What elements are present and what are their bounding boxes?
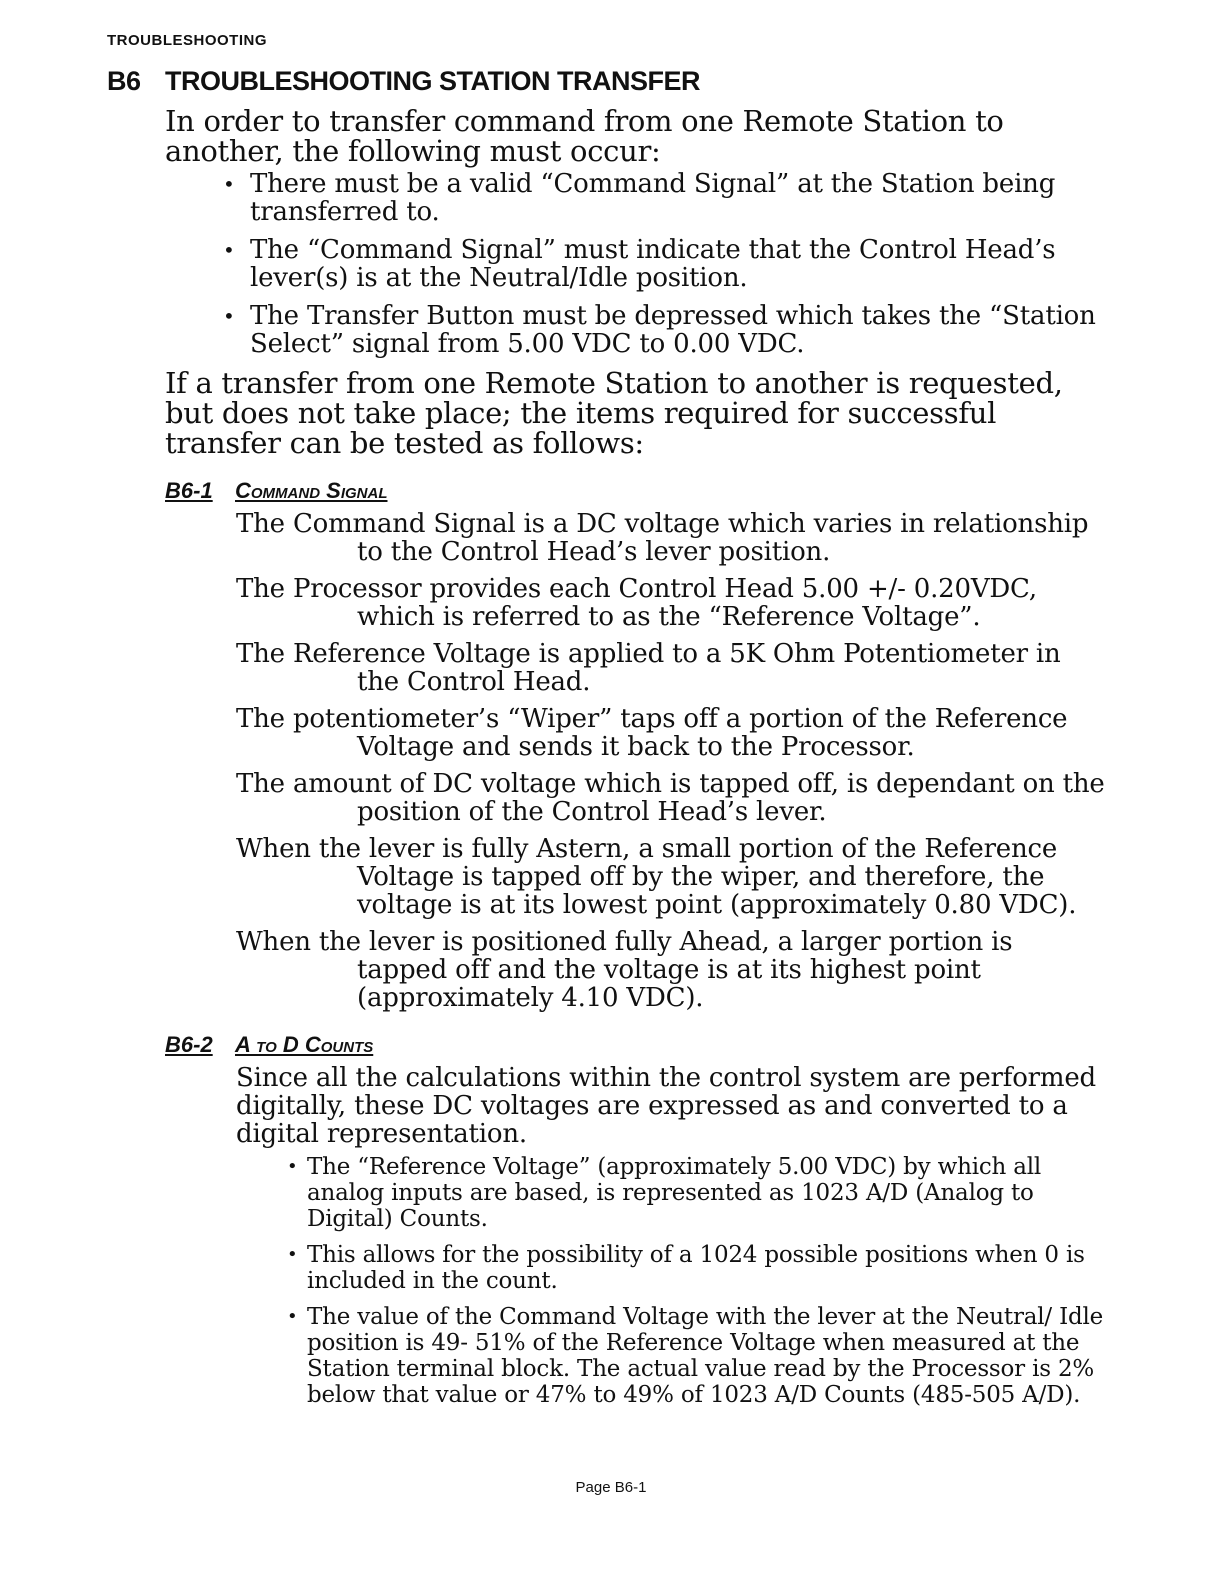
paragraph: The Reference Voltage is applied to a 5K Ohm Potentiometer in the Control Head.	[236, 639, 1061, 697]
paragraph: When the lever is fully Astern, a small portion of the Reference Voltage is tapped off by the wiper, and therefore, the voltage is at its lowest point (approximately 0.80 VDC).	[236, 834, 1077, 920]
page-body	[165, 106, 1110, 1418]
section-title-text: TROUBLESHOOTING STATION TRANSFER	[165, 66, 700, 96]
subsection-number: B6-1	[165, 478, 213, 503]
intro-paragraph-2: If a transfer from one Remote Station to another is requested, but does not take place; the items required for successful transfer can be tested as follows:	[165, 366, 1063, 460]
list-item: • The “Reference Voltage” (approximately 5.00 VDC) by which all analog inputs are based, is represented as 1023 A/D (Analog to Digital) Counts.	[287, 1154, 1110, 1232]
paragraph: The amount of DC voltage which is tapped off, is dependant on the position of the Control Head’s lever.	[236, 769, 1105, 827]
list-item: • The “Command Signal” must indicate that the Control Head’s lever(s) is at the Neutral/Idle position.	[223, 236, 1110, 292]
paragraph: The potentiometer’s “Wiper” taps off a portion of the Reference Voltage and sends it back to the Processor.	[236, 704, 1068, 762]
list-item: • The Transfer Button must be depressed which takes the “Station Select” signal from 5.00 VDC to 0.00 VDC.	[223, 302, 1110, 358]
list-item: • There must be a valid “Command Signal” at the Station being transferred to.	[223, 170, 1110, 226]
paragraph: The Command Signal is a DC voltage which varies in relationship to the Control Head’s lever position.	[236, 509, 1089, 567]
subsection-title: A to D Counts	[235, 1032, 374, 1057]
running-header: TROUBLESHOOTING	[107, 32, 267, 49]
section-title	[107, 66, 700, 97]
subsection-number: B6-2	[165, 1032, 213, 1057]
list-item: • This allows for the possibility of a 1024 possible positions when 0 is included in the count.	[287, 1242, 1110, 1294]
subsection-heading-b6-2	[165, 1032, 1110, 1058]
ad-counts-list	[165, 1154, 1110, 1408]
subsection-title: Command Signal	[235, 478, 388, 503]
paragraph: Since all the calculations within the control system are performed digitally, these DC voltages are expressed as and converted to a digital representation.	[236, 1063, 1096, 1149]
list-item: • The value of the Command Voltage with the lever at the Neutral/ Idle position is 49- 51% of the Reference Voltage when measured at the Station terminal block. The actual value read by the Processor is 2% below that value or 47% to 49% of 1023 A/D Counts (485-505 A/D).	[287, 1304, 1110, 1408]
subsection-heading-b6-1	[165, 478, 1110, 504]
paragraph: The Processor provides each Control Head 5.00 +/- 0.20VDC, which is referred to as the “Reference Voltage”.	[236, 574, 1037, 632]
paragraph: When the lever is positioned fully Ahead, a larger portion is tapped off and the voltage is at its highest point (approximately 4.10 VDC).	[236, 927, 1013, 1013]
transfer-requirements-list	[165, 170, 1110, 358]
section-number: B6	[107, 66, 141, 96]
intro-paragraph: In order to transfer command from one Remote Station to another, the following must occur:	[165, 104, 1004, 168]
page-number: Page B6-1	[575, 1479, 647, 1496]
